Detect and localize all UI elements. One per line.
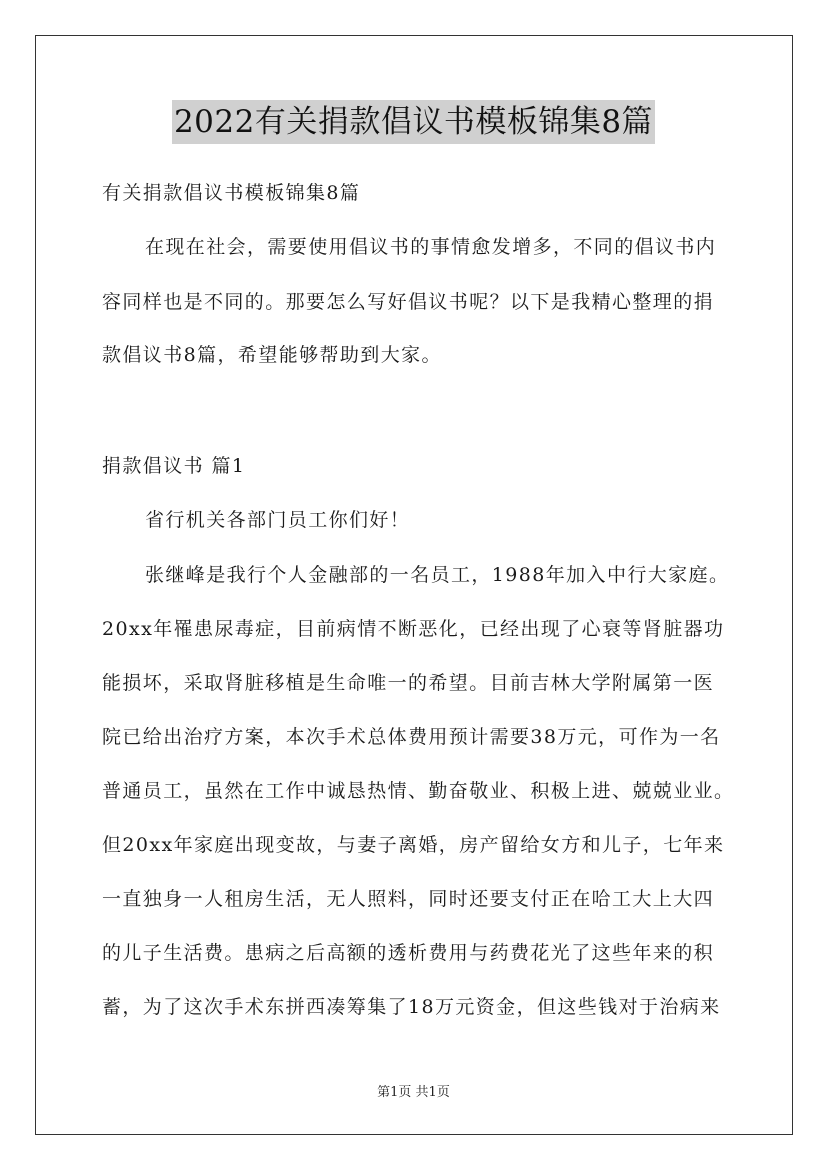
body-line-2: 20xx年罹患尿毒症，目前病情不断恶化，已经出现了心衰等肾脏器功 [102,618,725,640]
document-title-wrapper [0,100,827,144]
greeting: 省行机关各部门员工你们好！ [145,509,411,531]
intro-line-2: 容同样也是不同的。那要怎么写好倡议书呢？以下是我精心整理的捐 [102,291,715,313]
body-line-3: 能损坏，采取肾脏移植是生命唯一的希望。目前吉林大学附属第一医 [102,672,715,694]
document-title: 2022有关捐款倡议书模板锦集8篇 [172,100,655,144]
body-line-1: 张继峰是我行个人金融部的一名员工，1988年加入中行大家庭。 [145,564,730,586]
section-heading: 捐款倡议书 篇1 [102,455,246,477]
page-number: 第1页 共1页 [377,1085,450,1100]
body-line-6: 但20xx年家庭出现变故，与妻子离婚，房产留给女方和儿子，七年来 [102,834,725,856]
intro-line-1: 在现在社会，需要使用倡议书的事情愈发增多，不同的倡议书内 [145,236,717,258]
body-line-9: 蓄，为了这次手术东拼西凑筹集了18万元资金，但这些钱对于治病来 [102,996,721,1018]
intro-line-3: 款倡议书8篇，希望能够帮助到大家。 [102,344,442,366]
subtitle: 有关捐款倡议书模板锦集8篇 [102,182,361,204]
body-line-4: 院已给出治疗方案，本次手术总体费用预计需要38万元，可作为一名 [102,726,721,748]
body-line-5: 普通员工，虽然在工作中诚恳热情、勤奋敬业、积极上进、兢兢业业。 [102,780,735,802]
body-line-8: 的儿子生活费。患病之后高额的透析费用与药费花光了这些年来的积 [102,942,715,964]
body-line-7: 一直独身一人租房生活，无人照料，同时还要支付正在哈工大上大四 [102,888,715,910]
